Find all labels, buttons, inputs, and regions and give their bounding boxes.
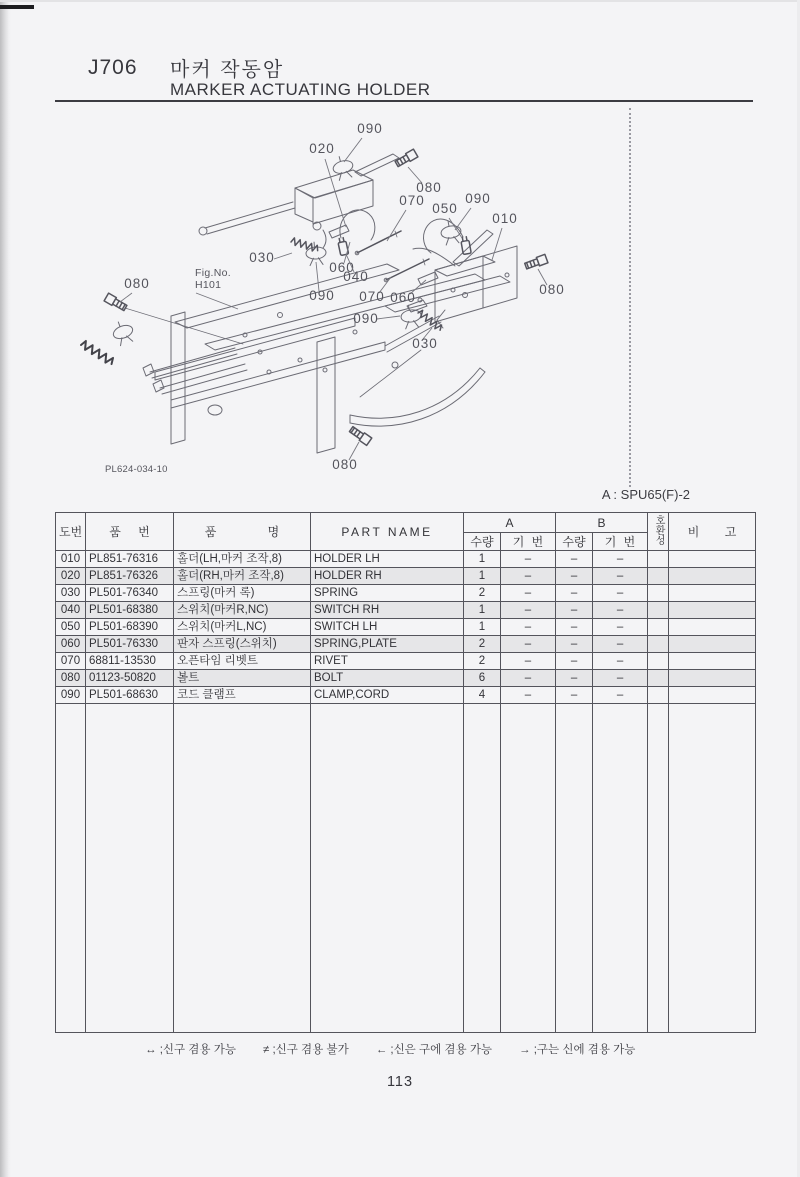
cell-name-en: HOLDER LH [311,551,464,568]
cell-remarks [669,653,756,670]
legend-item: ← ;신은 구에 겸용 가능 [375,1044,493,1056]
cell-a-serial: – [501,551,556,568]
cell-name-en: CLAMP,CORD [311,687,464,704]
cell-a-serial: – [501,687,556,704]
cell-empty [648,704,669,1033]
callout-label: 090 [357,121,383,136]
col-header-name-ko: 품 명 [174,513,311,551]
cell-a-qty: 1 [464,551,501,568]
callout-label: 040 [343,269,369,284]
cell-fig: 070 [56,653,86,670]
exploded-diagram [55,110,625,490]
cell-compat [648,670,669,687]
table-row [56,602,756,619]
callout-label: 020 [309,141,335,156]
callout-label: 080 [416,180,442,195]
fig-no-label: Fig.No. [195,267,231,279]
cell-part: PL501-68380 [86,602,174,619]
cell-empty [56,704,86,1033]
cell-a-qty: 1 [464,602,501,619]
cell-name-ko: 코드 클램프 [174,687,311,704]
cell-part: 01123-50820 [86,670,174,687]
callout-label: 060 [329,260,355,275]
table-row [56,653,756,670]
cell-compat [648,568,669,585]
cell-a-serial: – [501,602,556,619]
cell-name-en: BOLT [311,670,464,687]
cell-empty [464,704,501,1033]
scan-edge-left [0,0,11,1177]
cell-fig: 050 [56,619,86,636]
cell-part: PL501-68630 [86,687,174,704]
cell-part: PL851-76316 [86,551,174,568]
cell-a-qty: 6 [464,670,501,687]
table-row [56,670,756,687]
cell-b-qty: – [556,670,593,687]
parts-table-body [56,551,756,1033]
cell-b-serial: – [593,602,648,619]
col-header-group-b: B [556,513,648,533]
table-row [56,619,756,636]
model-note: A : SPU65(F)-2 [601,487,690,502]
table-row [56,636,756,653]
callout-label: 090 [309,288,335,303]
cell-b-serial: – [593,670,648,687]
cell-b-serial: – [593,551,648,568]
cell-a-qty: 1 [464,619,501,636]
scan-mark-top-left [0,5,34,9]
cell-a-qty: 1 [464,568,501,585]
page-title-korean: 마커 작동암 [170,59,285,81]
cell-fig: 010 [56,551,86,568]
cell-remarks [669,687,756,704]
cell-name-ko: 스프링(마커 록) [174,585,311,602]
cell-remarks [669,568,756,585]
cell-b-serial: – [593,636,648,653]
legend-item: ≠ ;신구 겸용 불가 [262,1044,349,1056]
cell-compat [648,551,669,568]
callout-label: 080 [124,276,150,291]
holder-lh-art [199,154,399,248]
cell-part: PL501-76340 [86,585,174,602]
callout-leader [377,316,400,319]
cell-compat [648,602,669,619]
cell-compat [648,636,669,653]
table-row [56,551,756,568]
clamp-icon [110,154,463,347]
cell-fig: 060 [56,636,86,653]
fig-no-value: H101 [195,279,222,291]
callout-leader [492,228,502,260]
col-header-serial-a: 기 번 [501,533,556,551]
cell-part: PL851-76326 [86,568,174,585]
cell-name-en: HOLDER RH [311,568,464,585]
cell-compat [648,687,669,704]
callout-label: 090 [353,311,379,326]
cell-b-serial: – [593,653,648,670]
cell-a-serial: – [501,585,556,602]
callout-label: 010 [492,211,518,226]
callout-label: 080 [332,457,358,472]
scan-edge-top [0,0,800,2]
cell-b-qty: – [556,636,593,653]
cell-remarks [669,602,756,619]
cell-a-serial: – [501,636,556,653]
cell-compat [648,585,669,602]
cell-fig: 080 [56,670,86,687]
col-header-fig-no: 도번 [56,513,86,551]
cell-b-qty: – [556,619,593,636]
cell-fig: 020 [56,568,86,585]
col-header-part-no: 품 번 [86,513,174,551]
cell-b-serial: – [593,619,648,636]
cell-empty [311,704,464,1033]
cell-b-serial: – [593,687,648,704]
cell-a-serial: – [501,568,556,585]
cell-b-qty: – [556,551,593,568]
cell-fig: 090 [56,687,86,704]
callout-label: 070 [399,193,425,208]
col-header-group-a: A [464,513,556,533]
callout-label: 030 [412,336,438,351]
section-code: J706 [88,56,138,79]
cell-a-qty: 2 [464,653,501,670]
callout-leader [316,262,319,291]
cell-a-qty: 2 [464,636,501,653]
legend-item: ↔ ;신구 겸용 가능 [145,1044,236,1056]
cell-empty [501,704,556,1033]
cell-b-serial: – [593,568,648,585]
cell-part: PL501-68390 [86,619,174,636]
callout-label: 030 [249,250,275,265]
cell-name-en: SPRING [311,585,464,602]
col-header-qty-a: 수량 [464,533,501,551]
callout-label: 080 [539,282,565,297]
cell-b-qty: – [556,568,593,585]
cell-name-ko: 판자 스프링(스위치) [174,636,311,653]
cell-b-serial: – [593,585,648,602]
cell-fig: 030 [56,585,86,602]
legend-row [145,1041,635,1057]
callout-leader [120,293,132,302]
cell-name-ko: 오픈타임 리벳트 [174,653,311,670]
table-filler-row [56,704,756,1033]
col-header-remarks: 비 고 [669,513,756,551]
cell-empty [174,704,311,1033]
cell-a-qty: 2 [464,585,501,602]
parts-table [55,512,756,1033]
cell-empty [556,704,593,1033]
cell-b-qty: – [556,687,593,704]
callout-label: 090 [465,191,491,206]
cell-a-serial: – [501,653,556,670]
legend-item: → ;구는 신에 겸용 가능 [519,1044,636,1056]
cell-compat [648,653,669,670]
cell-compat [648,619,669,636]
drawing-number: PL624-034-10 [105,464,168,475]
cell-name-en: RIVET [311,653,464,670]
cell-a-serial: – [501,670,556,687]
page-number: 113 [386,1074,414,1090]
table-row [56,687,756,704]
cell-empty [593,704,648,1033]
cell-a-qty: 4 [464,687,501,704]
callout-label: 070 [359,289,385,304]
table-row [56,585,756,602]
cell-name-ko: 스위치(마커L,NC) [174,619,311,636]
cell-name-ko: 홀더(RH,마커 조작,8) [174,568,311,585]
header-rule [55,100,753,102]
cell-b-qty: – [556,585,593,602]
cell-fig: 040 [56,602,86,619]
table-row [56,568,756,585]
parts-table-header [56,513,756,551]
callout-leader [274,253,292,259]
fold-dotted-line [629,108,631,487]
cell-a-serial: – [501,619,556,636]
cell-name-ko: 볼트 [174,670,311,687]
callout-label: 050 [432,201,458,216]
cell-remarks [669,636,756,653]
cell-empty [86,704,174,1033]
cell-remarks [669,585,756,602]
cell-name-ko: 홀더(LH,마커 조작,8) [174,551,311,568]
cell-name-en: SPRING,PLATE [311,636,464,653]
callout-leader [344,138,362,162]
cell-remarks [669,619,756,636]
cell-remarks [669,670,756,687]
callout-label: 060 [390,290,416,305]
cell-remarks [669,551,756,568]
col-header-qty-b: 수량 [556,533,593,551]
cell-part: PL501-76330 [86,636,174,653]
cell-b-qty: – [556,653,593,670]
cell-name-en: SWITCH LH [311,619,464,636]
cell-part: 68811-13530 [86,653,174,670]
cell-b-qty: – [556,602,593,619]
cell-empty [669,704,756,1033]
compatibility-vertical-text: 호환성 [653,515,665,545]
col-header-serial-b: 기 번 [593,533,648,551]
page-title-english: MARKER ACTUATING HOLDER [170,80,431,99]
cell-name-en: SWITCH RH [311,602,464,619]
col-header-part-name: PART NAME [311,513,464,551]
cell-name-ko: 스위치(마커R,NC) [174,602,311,619]
col-header-compatibility [648,513,669,551]
